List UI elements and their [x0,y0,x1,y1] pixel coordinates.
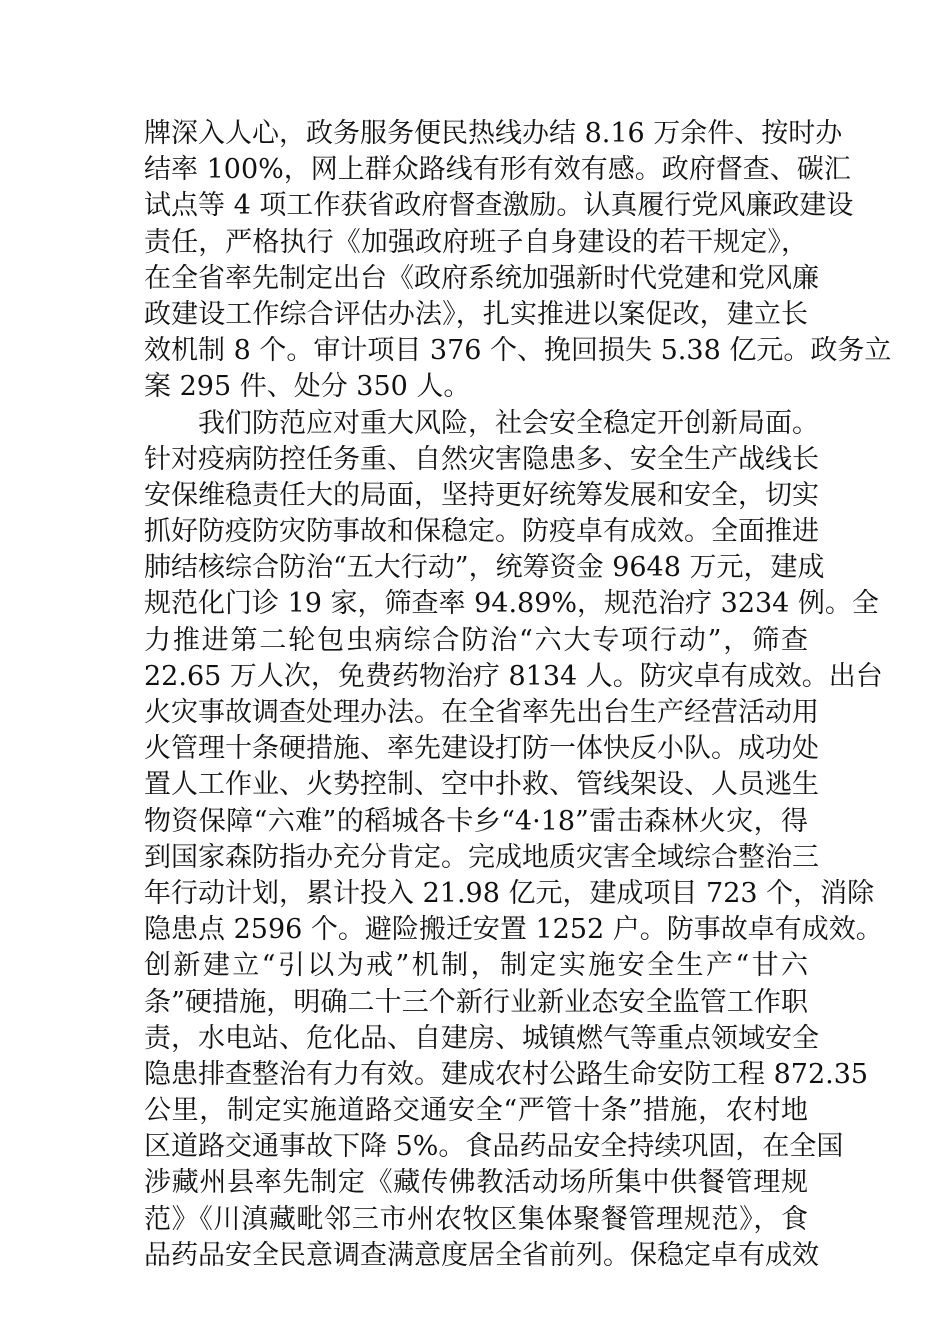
text-line: 责，水电站、危化品、自建房、城镇燃气等重点领域安全 [144,1022,819,1054]
text-line: 我们防范应对重大风险，社会安全稳定开创新局面。 [144,407,819,439]
text-line: 到国家森防指办充分肯定。完成地质灾害全域综合整治三 [144,841,819,873]
text-line: 肺结核综合防治“五大行动”，统筹资金 9648 万元，建成 [144,552,825,584]
text-line: 隐患排查整治有力有效。建成农村公路生命安防工程 872.35 [144,1058,869,1090]
text-line: 牌深入人心，政务服务便民热线办结 8.16 万余件、按时办 [144,118,843,149]
text-line: 火管理十条硬措施、率先建设打防一体快反小队。成功处 [144,733,819,765]
text-line: 火灾事故调查处理办法。在全省率先出台生产经营活动用 [144,697,819,728]
paragraph-2 [144,406,883,1275]
text-line: 规范化门诊 19 家，筛查率 94.89%，规范治疗 3234 例。全 [144,588,879,620]
text-line: 针对疫病防控任务重、自然灾害隐患多、安全生产战线长 [144,443,819,475]
text-line: 隐患点 2596 个。避险搬迁安置 1252 户。防事故卓有成效。 [144,914,883,946]
text-line: 涉藏州县率先制定《藏传佛教活动场所集中供餐管理规 [144,1167,808,1199]
text-line: 年行动计划，累计投入 21.98 亿元，建成项目 723 个，消除 [144,877,875,909]
text-line: 试点等 4 项工作获省政府督查激励。认真履行党风廉政建设 [144,190,854,222]
text-line: 责任，严格执行《加强政府班子自身建设的若干规定》， [144,226,808,258]
text-line: 创新建立“引以为戒”机制，制定实施安全生产“甘六 [144,950,808,982]
text-line: 抓好防疫防灾防事故和保稳定。防疫卓有成效。全面推进 [144,516,819,548]
text-line: 案 295 件、处分 350 人。 [144,371,471,403]
text-line: 品药品安全民意调查满意度居全省前列。保稳定卓有成效 [144,1239,819,1271]
text-line: 效机制 8 个。审计项目 376 个、挽回损失 5.38 亿元。政务立 [144,335,892,367]
text-line: 区道路交通事故下降 5%。食品药品安全持续巩固，在全国 [144,1131,844,1163]
text-line: 22.65 万人次，免费药物治疗 8134 人。防灾卓有成效。出台 [144,660,883,692]
text-line: 物资保障“六难”的稻城各卡乡“4·18”雷击森林火灾，得 [144,805,808,837]
text-line: 结率 100%，网上群众路线有形有效有感。政府督查、碳汇 [144,154,851,186]
text-line: 条”硬措施，明确二十三个新行业新业态安全监管工作职 [144,986,808,1018]
text-line: 在全省率先制定出台《政府系统加强新时代党建和党风廉 [144,262,819,294]
document-page [144,116,892,1274]
text-line: 公里，制定实施道路交通安全“严管十条”措施，农村地 [144,1095,808,1127]
text-line: 政建设工作综合评估办法》，扎实推进以案促改，建立长 [144,298,808,330]
text-line: 置人工作业、火势控制、空中扑救、管线架设、人员逃生 [144,769,819,801]
paragraph-1 [144,116,892,406]
text-line: 安保维稳责任大的局面，坚持更好统筹发展和安全，切实 [144,479,819,511]
text-line: 力推进第二轮包虫病综合防治“六大专项行动”，筛查 [144,624,808,656]
text-line: 范》《川滇藏毗邻三市州农牧区集体聚餐管理规范》，食 [144,1203,808,1235]
